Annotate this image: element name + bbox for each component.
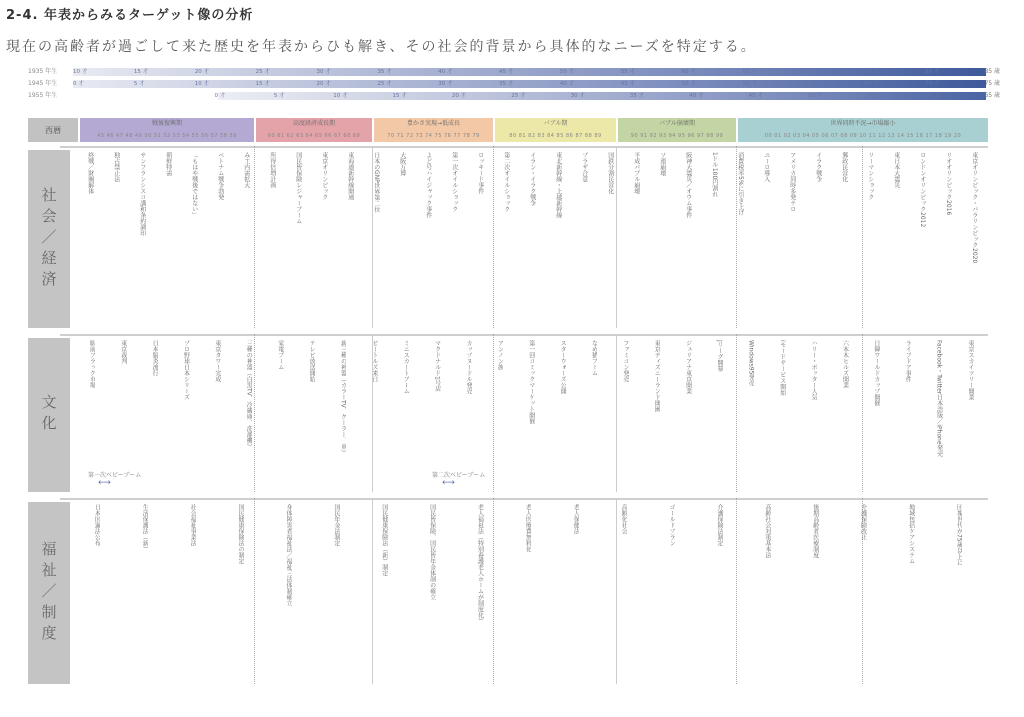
era-years: 70 71 72 73 74 75 76 77 78 79 [387,133,480,139]
event-entry: 郵政民営化 [840,152,848,182]
age-tick: 45 才 [748,93,763,99]
event-entry: ベトナム戦争勃発 [216,152,224,200]
baby-boom-label: 第二次ベビーブーム [432,472,486,479]
event-entry: Jリーグ開幕 [716,340,723,372]
decade-divider [616,146,617,328]
age-tick: 5 才 [273,93,285,99]
event-entry: ハリー・ポッター人気 [810,340,818,400]
event-entry: アンノン族 [496,340,504,370]
event-entry: 第一次オイルショック [450,152,458,212]
age-tick: 30 才 [438,81,453,87]
event-entry: ロンドンオリンピック2012 [918,152,926,228]
event-entry: 東京裁判 [119,340,127,364]
age-bars [28,67,1020,103]
age-tick: 60 才 [803,81,818,87]
event-entry: 東海道新幹線開通 [346,152,354,200]
event-entry: み工内需拡大 [242,152,250,188]
event-entry: なめ猫ブーム [590,340,598,376]
decade-divider [862,146,863,328]
age-tick: 45 才 [499,69,514,75]
decade-divider [493,334,494,492]
event-entry: 国民皆保険レジャーブーム [294,152,302,224]
age-tick: 25 才 [511,93,526,99]
age-tick: 30 才 [316,69,331,75]
decade-divider [254,334,255,492]
event-entry: 高齢化社会 [620,504,628,534]
age-tick: 30 才 [570,93,585,99]
age-tick: 35 才 [629,93,645,99]
decade-divider [736,334,737,492]
section-label: 福祉／制度 [28,502,70,684]
era-5 [738,118,988,142]
event-entry: 日本脳炎流行 [151,340,159,376]
event-entry: ビートルズ来日 [370,340,378,382]
age-tick: 15 才 [133,69,149,75]
age-bar-label: 1935 年生 [28,68,58,75]
section-label: 社会／経済 [28,150,70,328]
event-entry: スターウォーズ公開 [559,340,567,394]
event-entry: 地域包括ケアシステム [907,504,915,564]
era-years: 60 61 62 63 64 65 66 67 68 69 [267,133,361,139]
age-tick: 55 才 [620,69,636,75]
page-subtitle: 現在の高齢者が過ごして来た歴史を年表からひも解き、その社会的背景から具体的なニーズを特定する。 [6,39,757,55]
event-entry: 日韓ワールドカップ開催 [872,340,880,406]
age-bar-row [28,91,1020,101]
event-entry: 家電ブーム [276,340,284,370]
era-header-label: 西暦 [28,118,78,142]
event-entry: 東京オリンピック・パラリンピック2020 [970,152,978,264]
event-entry: 老人福祉法（特別養護老人ホームが制度化） [476,504,484,624]
age-tick: 5 才 [133,81,145,87]
section-culture [28,334,988,496]
event-entry: 阪神大震災／オウム事件 [684,152,692,218]
event-entry: マクドナルド1号店 [433,340,441,392]
event-entry: 国民年金法制定 [332,504,340,546]
era-name: バブル崩壊期 [659,120,695,127]
age-tick: 40 才 [689,93,704,99]
event-entry: 東京ディズニーランド開園 [653,340,661,412]
event-entry: リオオリンピック2016 [944,152,952,216]
decade-divider [372,498,373,684]
section-label: 文化 [28,338,70,492]
event-entry: Facebook・Twitter日本語版／iPhone発売 [935,340,943,457]
event-entry: テレビ放送開始 [308,340,316,382]
event-entry: 国民健康保険法（新）制定 [380,504,388,576]
event-entry: プラザ合意 [580,152,588,182]
section-divider [60,146,988,148]
age-tick: 20 才 [316,81,331,87]
section-divider [60,498,988,500]
event-entry: 第一回コミックマーケット開催 [527,340,535,424]
event-entry: 高齢社会対策基本法 [763,504,771,558]
age-tick: 60 才 [681,69,696,75]
age-bar-label: 1955 年生 [28,92,58,99]
era-name: 戦後復興期 [151,120,182,127]
event-entry: ライブドア事件 [904,340,912,382]
event-entry: 介護保険法制定 [716,504,723,546]
decade-divider [493,498,494,684]
double-arrow-icon: ⟷ [98,478,111,488]
double-arrow-icon: ⟷ [442,478,455,488]
era-years: 45 46 47 48 49 50 51 52 53 54 55 56 57 58 59 [97,133,237,139]
event-entry: ファミコン発売 [621,340,629,382]
age-tick: 55 才 [742,81,757,87]
event-entry: 東京タワー完成 [213,340,221,382]
event-entry: 日本のGNP世界第二位 [372,152,380,213]
age-tick: 35 才 [499,81,514,87]
decade-divider [493,146,494,328]
event-entry: 後期高齢者医療制度 [811,504,819,558]
event-entry: 消費税率5%に引き上げ [736,152,744,216]
era-years: 00 01 02 03 04 05 06 07 08 09 10 11 12 13 14 15 16 17 18 19 20 [764,133,962,139]
age-tick: 35 才 [377,69,392,75]
era-name: 豊かさ実現→低成長 [406,120,461,127]
age-tick: 70 才 [925,81,940,87]
era-2 [374,118,493,142]
era-name: 世界同時不況→市場縮小 [830,120,896,127]
era-years: 90 91 92 93 94 95 96 97 98 99 [630,133,724,139]
event-entry: 社会福祉事業法 [189,504,197,546]
event-entry: 東京スカイツリー開業 [967,340,975,400]
age-bar-row [28,67,1020,77]
event-entry: 1ドル100円割れ [710,152,718,198]
age-tick: 10 才 [194,81,209,87]
section-society-economy [28,146,988,332]
age-tick: 0 才 [214,93,226,99]
era-4 [618,118,736,142]
age-tick: 55 才 [867,93,882,99]
event-entry: 所得倍増計画 [268,152,276,188]
event-entry: アメリカ同時多発テロ [788,152,796,212]
event-entry: ジュリアナ東京開業 [684,340,692,394]
age-bar-end-label: 65 歳 [984,92,1000,99]
event-entry: イラク戦争 [814,152,822,182]
event-entry: 大阪万博 [398,152,406,176]
event-entry: ロッキード事件 [476,152,484,194]
event-entry: カップヌードル発売 [464,340,472,394]
event-entry: 身体障害者福祉法／福祉三法体制確立 [284,504,292,606]
decade-divider [616,334,617,492]
age-tick: 60 才 [926,93,941,99]
event-entry: 国民皆保険、国民皆年金体制の確立 [428,504,436,600]
event-entry: 第二次オイルショック [502,152,510,212]
event-entry: 国民健康保険法の制定 [237,504,245,564]
age-tick: 80 才 [925,69,940,75]
baby-boom-label: 第一次ベビーブーム [88,472,142,479]
event-entry: 老人医療費無料化 [524,504,532,552]
decade-divider [616,498,617,684]
age-tick: 70 才 [803,69,818,75]
era-header [28,118,988,142]
era-1 [256,118,372,142]
age-tick: 75 才 [864,69,879,75]
event-entry: ソ連崩壊 [658,152,666,176]
event-entry: サンフランシスコ講和条約調印 [138,152,146,236]
event-entry: Windows95発売 [747,340,755,387]
decade-divider [736,498,737,684]
event-entry: 平成バブル崩壊 [632,152,640,194]
decade-divider [254,146,255,328]
age-bar-label: 1945 年生 [28,80,58,87]
event-entry: 終戦／財閥解体 [86,152,94,194]
page-title: 2-4. 年表からみるターゲット像の分析 [6,8,254,23]
event-entry: ゴールドプラン [668,504,676,546]
event-entry: 「もはや戦後ではない」 [190,152,198,218]
age-tick: 65 才 [864,81,879,87]
age-tick: 50 才 [559,69,575,75]
age-tick: 15 才 [255,81,270,87]
event-entry: 東京オリンピック [320,152,328,200]
event-entry: 東日本大震災 [892,152,900,188]
section-welfare-system [28,498,988,688]
age-tick: 15 才 [392,93,407,99]
age-tick: 0 才 [73,81,84,87]
decade-divider [254,498,255,684]
event-entry: iモードサービス開始 [778,340,786,396]
age-tick: 10 才 [333,93,348,99]
event-entry: リーマンショック [866,152,874,200]
event-entry: 独占禁止法 [112,152,120,182]
age-tick: 40 才 [559,81,575,87]
baby-boom-marker [432,470,485,487]
event-entry: ミニスカートブーム [402,340,410,394]
age-tick: 20 才 [451,93,467,99]
event-entry: 駅前ブラック市場 [88,340,96,388]
age-tick: 25 才 [377,81,392,87]
event-entry: イラン・イラク戦争 [528,152,536,206]
age-tick: 10 才 [73,69,88,75]
age-tick: 45 才 [620,81,636,87]
event-entry: 国鉄分割民営化 [606,152,614,194]
section-divider [60,334,988,336]
age-bar-end-label: 75 歳 [984,80,1000,87]
event-entry: よど号ハイジャック事件 [424,152,432,218]
era-name: 高度経済成長期 [292,120,335,127]
era-3 [495,118,616,142]
event-entry: 介護保険改正 [859,504,867,540]
event-entry: 東北新幹線・上越新幹線 [554,152,562,218]
age-tick: 40 才 [438,69,453,75]
age-tick: 25 才 [255,69,270,75]
event-entry: 日本国憲法公布 [93,504,101,546]
decade-divider [862,334,863,492]
age-tick: 50 才 [681,81,696,87]
age-tick: 50 才 [807,93,823,99]
event-entry: 新三種の神器（カラーTV、クーラー、車） [339,340,347,456]
age-tick: 20 才 [194,69,209,75]
age-bar-end-label: 85 歳 [984,68,1000,75]
event-entry: 団塊世代が75歳以上に [955,504,963,566]
age-bar-row [28,79,1020,89]
event-entry: ユーロ導入 [762,152,770,182]
era-years: 80 81 82 83 84 85 86 87 88 89 [509,133,602,139]
event-entry: 六本木ヒルズ開業 [841,340,849,388]
event-entry: 三種の神器（白黒TV、冷蔵庫、洗濯機） [245,340,253,450]
baby-boom-marker [88,470,141,487]
age-tick: 65 才 [742,69,757,75]
event-entry: 生活保護法（新） [141,504,149,552]
era-0 [80,118,254,142]
event-entry: 朝鮮特需 [164,152,172,176]
era-name: バブル期 [543,120,568,127]
event-entry: プロ野球日本シリーズ [182,340,190,400]
event-entry: 老人保健法 [572,504,580,534]
